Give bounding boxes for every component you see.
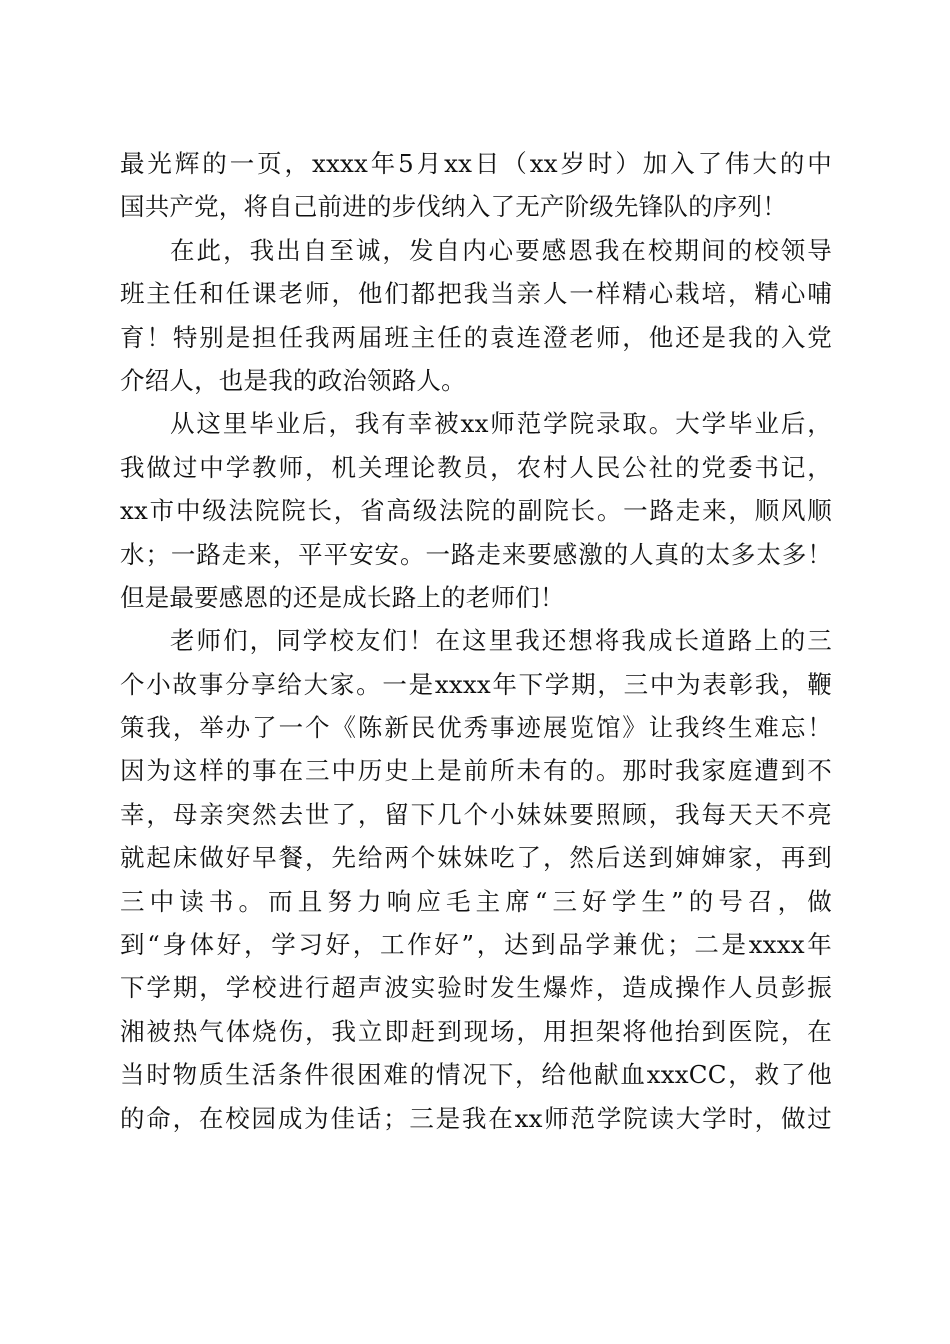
text-line: 水；一路走来，平平安安。一路走来要感激的人真的太多太多！ [120,539,832,569]
text-line: 当时物质生活条件很困难的情况下，给他献血xxxCC，救了他 [120,1060,832,1090]
text-line: 因为这样的事在三中历史上是前所未有的。那时我家庭遭到不 [120,756,832,786]
text-line: 班主任和任课老师，他们都把我当亲人一样精心栽培，精心哺 [120,279,832,309]
text-line: xx市中级法院院长，省高级法院的副院长。一路走来，顺风顺 [120,496,832,526]
text-line: 最光辉的一页，xxxx年5月xx日（xx岁时）加入了伟大的中 [120,149,832,178]
text-line: 介绍人，也是我的政治领路人。 [120,365,466,395]
text-line: 就起床做好早餐，先给两个妹妹吃了，然后送到婶婶家，再到 [120,843,832,873]
text-line: 在此，我出自至诚，发自内心要感恩我在校期间的校领导 [170,235,832,265]
body-text [120,142,832,1140]
text-line: 到“身体好，学习好，工作好”，达到品学兼优；二是xxxx年 [120,930,832,960]
text-line: 个小故事分享给大家。一是xxxx年下学期，三中为表彰我，鞭 [120,669,832,699]
text-line: 但是最要感恩的还是成长路上的老师们！ [120,582,565,612]
text-line: 策我，举办了一个《陈新民优秀事迹展览馆》让我终生难忘！ [120,713,832,743]
text-line: 国共产党，将自己前进的步伐纳入了无产阶级先锋队的序列！ [120,192,787,222]
text-line: 湘被热气体烧伤，我立即赶到现场，用担架将他抬到医院，在 [120,1016,832,1046]
text-line: 老师们，同学校友们！在这里我还想将我成长道路上的三 [170,626,832,656]
text-line: 下学期，学校进行超声波实验时发生爆炸，造成操作人员彭振 [120,973,832,1003]
text-line: 从这里毕业后，我有幸被xx师范学院录取。大学毕业后， [170,409,832,439]
text-line: 我做过中学教师，机关理论教员，农村人民公社的党委书记， [120,452,832,482]
text-line: 三中读书。而且努力响应毛主席“三好学生”的号召，做 [120,886,832,916]
text-line: 的命，在校园成为佳话；三是我在xx师范学院读大学时，做过 [120,1103,832,1133]
text-line: 幸，母亲突然去世了，留下几个小妹妹要照顾，我每天天不亮 [120,799,832,829]
text-line: 育！特别是担任我两届班主任的袁连澄老师，他还是我的入党 [120,322,832,352]
